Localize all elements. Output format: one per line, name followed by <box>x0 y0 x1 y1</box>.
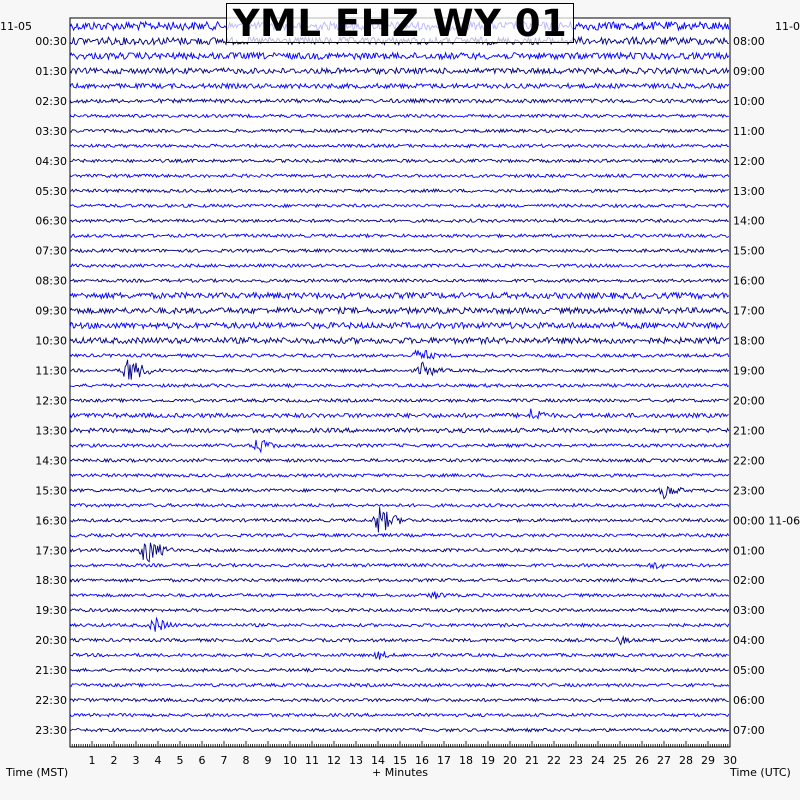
left-time-label: 13:30 <box>35 424 67 438</box>
right-time-label: 20:00 <box>733 394 765 408</box>
right-time-label: 00:00 11-06 <box>733 514 800 528</box>
plot-frame <box>70 18 730 747</box>
date-label-right: 11-0 <box>775 20 800 33</box>
chart-title: YML EHZ WY 01 <box>226 3 574 43</box>
right-time-labels <box>733 35 800 737</box>
left-time-label: 12:30 <box>35 394 67 408</box>
x-tick-label: 5 <box>176 754 184 767</box>
left-time-label: 01:30 <box>35 64 67 78</box>
left-time-label: 23:30 <box>35 724 67 738</box>
right-time-label: 12:00 <box>733 154 765 168</box>
right-time-label: 19:00 <box>733 364 765 378</box>
x-tick-label: 18 <box>459 754 473 767</box>
left-time-label: 04:30 <box>35 154 67 168</box>
x-tick-label: 24 <box>591 754 605 767</box>
left-time-label: 00:30 <box>35 34 67 48</box>
right-time-label: 11:00 <box>733 124 765 138</box>
x-tick-label: 14 <box>371 754 385 767</box>
right-time-label: 07:00 <box>733 724 765 738</box>
x-tick-label: 10 <box>283 754 297 767</box>
left-time-label: 07:30 <box>35 244 67 258</box>
x-tick-label: 19 <box>481 754 495 767</box>
left-time-label: 02:30 <box>35 94 67 108</box>
left-time-label: 08:30 <box>35 274 67 288</box>
x-tick-label: 16 <box>415 754 429 767</box>
x-tick-label: 27 <box>657 754 671 767</box>
right-time-label: 02:00 <box>733 574 765 588</box>
left-time-label: 03:30 <box>35 124 67 138</box>
x-tick-label: 3 <box>132 754 140 767</box>
x-tick-label: 7 <box>220 754 228 767</box>
x-tick-label: 30 <box>723 754 737 767</box>
x-tick-label: 1 <box>88 754 96 767</box>
left-time-label: 10:30 <box>35 334 67 348</box>
x-label-right: Time (UTC) <box>730 766 791 779</box>
x-tick-label: 11 <box>305 754 319 767</box>
right-time-label: 10:00 <box>733 94 765 108</box>
right-time-label: 23:00 <box>733 484 765 498</box>
x-tick-label: 20 <box>503 754 517 767</box>
left-time-label: 19:30 <box>35 604 67 618</box>
x-tick-label: 22 <box>547 754 561 767</box>
right-time-label: 06:00 <box>733 694 765 708</box>
left-time-label: 14:30 <box>35 454 67 468</box>
right-time-label: 05:00 <box>733 664 765 678</box>
x-tick-label: 29 <box>701 754 715 767</box>
left-time-label: 16:30 <box>35 514 67 528</box>
x-tick-label: 15 <box>393 754 407 767</box>
left-time-labels <box>35 35 67 737</box>
x-label-left: Time (MST) <box>6 766 69 779</box>
x-tick-label: 25 <box>613 754 627 767</box>
x-tick-label: 23 <box>569 754 583 767</box>
right-time-label: 04:00 <box>733 634 765 648</box>
right-time-label: 09:00 <box>733 64 765 78</box>
x-tick-label: 8 <box>242 754 250 767</box>
left-time-label: 17:30 <box>35 544 67 558</box>
right-time-label: 17:00 <box>733 304 765 318</box>
right-time-label: 15:00 <box>733 244 765 258</box>
left-time-label: 18:30 <box>35 574 67 588</box>
left-time-label: 20:30 <box>35 634 67 648</box>
right-time-label: 21:00 <box>733 424 765 438</box>
date-label-left: 11-05 <box>0 20 32 33</box>
x-tick-label: 21 <box>525 754 539 767</box>
x-tick-label: 13 <box>349 754 363 767</box>
x-tick-label: 26 <box>635 754 649 767</box>
left-time-label: 05:30 <box>35 184 67 198</box>
right-time-label: 14:00 <box>733 214 765 228</box>
x-tick-label: 2 <box>110 754 118 767</box>
x-tick-label: 6 <box>198 754 206 767</box>
x-tick-label: 17 <box>437 754 451 767</box>
x-tick-label: 4 <box>154 754 162 767</box>
right-time-label: 13:00 <box>733 184 765 198</box>
right-time-label: 16:00 <box>733 274 765 288</box>
right-time-label: 08:00 <box>733 34 765 48</box>
left-time-label: 09:30 <box>35 304 67 318</box>
x-tick-label: 9 <box>264 754 272 767</box>
right-time-label: 01:00 <box>733 544 765 558</box>
right-time-label: 22:00 <box>733 454 765 468</box>
left-time-label: 06:30 <box>35 214 67 228</box>
right-time-label: 03:00 <box>733 604 765 618</box>
x-tick-label: 12 <box>327 754 341 767</box>
left-time-label: 21:30 <box>35 664 67 678</box>
right-time-label: 18:00 <box>733 334 765 348</box>
x-axis-label: + Minutes <box>372 766 429 779</box>
left-time-label: 22:30 <box>35 694 67 708</box>
left-time-label: 15:30 <box>35 484 67 498</box>
left-time-label: 11:30 <box>35 364 67 378</box>
x-tick-label: 28 <box>679 754 693 767</box>
